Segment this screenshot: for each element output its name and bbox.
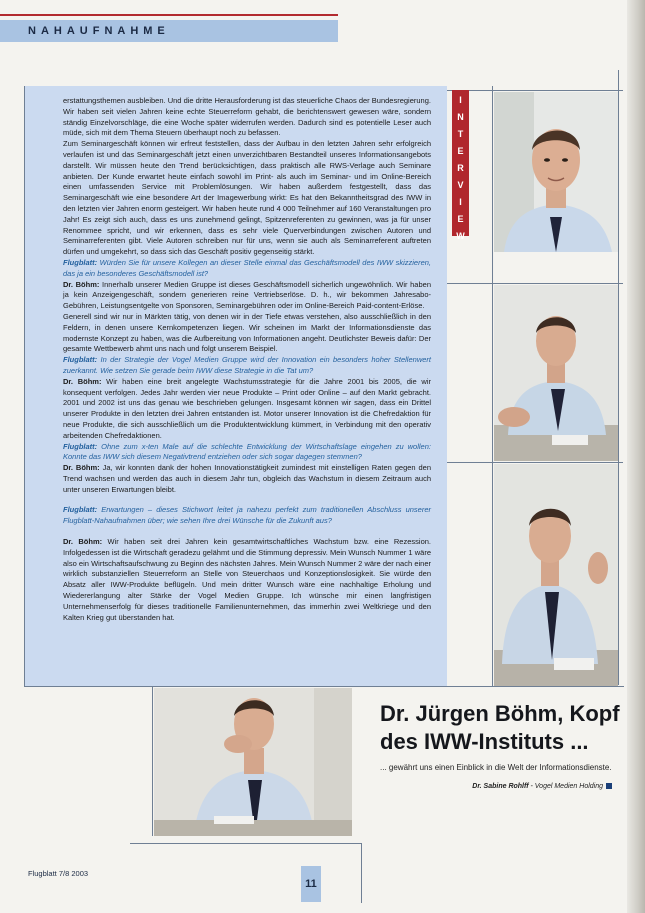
- paragraph-text: In der Strategie der Vogel Medien Gruppe wird der Innovation ein besonders hoher Stellenwert zuerkannt. Wie setzen Sie gerade beim IWW diese Strategie in die Tat um?: [63, 355, 431, 375]
- top-rule: [0, 14, 338, 16]
- interview-answer: [63, 377, 431, 442]
- headline: [380, 700, 620, 756]
- speaker-label: Dr. Böhm:: [63, 463, 100, 473]
- end-mark-icon: [606, 783, 612, 789]
- paragraph-text: Wir haben eine breit angelegte Wachstumsstrategie für die Jahre 2001 bis 2005, die wir konsequent verfolgen. Jedes Jahr werden vier neue Produkte – Print oder Online – auf den Markt gebracht. 2001 und 2002 ist uns das genau wie beschrieben gelungen. Insgesamt können wir sagen, dass ein Drittel unserer Produkte in den letzten drei Jahren entstanden ist. Motor unserer Innovation ist die Chefredaktion für neue Produkte, die sich ausschließlich um die Produktentwicklung kümmert, in Verbindung mit den operativ arbeitenden Chefredaktionen.: [63, 376, 431, 440]
- frame-line-photo-left: [492, 86, 493, 686]
- frame-line-bottom: [24, 686, 624, 687]
- interview-letter: T: [457, 129, 464, 139]
- interview-answer: [63, 139, 431, 258]
- frame-line-footer: [361, 843, 362, 903]
- speaker-label: Dr. Böhm:: [63, 376, 102, 386]
- interview-letter: I: [459, 95, 462, 105]
- frame-line-left: [24, 86, 25, 686]
- byline-affiliation: - Vogel Medien Holding: [528, 783, 603, 790]
- frame-line-photo2: [447, 462, 623, 463]
- interview-question: [63, 505, 431, 527]
- paragraph-text: Zum Seminargeschäft können wir erfreut feststellen, dass der Aufbau in den letzten Jahren sehr erfolgreich verlaufen ist und das Seminargeschäft jetzt einen unverzichtbaren Bestandteil unseres Informationsangebots darstellt. Wir müssen heute den Trend berücksichtigen, dass praktisch alle RWS-Verlage auch Seminare anbieten. Der Kunde erwartet heute einfach sowohl im Print- als auch im Seminar- und im Online-Bereich einen umfassenden Service mit Problemlösungen. Wir haben außerdem festgestellt, dass das Seminargeschäft wie eine besondere Art der Imagewerbung wirkt: Es hat den Bekanntheitsgrad des IWW in den letzten vier Jahren enorm gesteigert. Wir haben heute rund 4 000 Teilnehmer auf 160 Veranstaltungen pro Jahr! Es zeigt sich auch, dass es uns zunehmend gelingt, Spitzenreferenten zu gewinnen, was ja für unser Renommee spricht, und wir erkennen, dass es sehr viele Querverbindungen zwischen Autoren und Seminarreferenten gibt. Viele Autoren schreiben nur für uns, wenn sie auch als Seminarreferent auftreten dürfen und umgekehrt, so dass sich das Geschäft positiv gegenseitig stärkt.: [63, 139, 431, 257]
- portrait-photo-4: [154, 688, 352, 836]
- interview-letter: E: [457, 214, 464, 224]
- interview-letter: W: [456, 231, 465, 241]
- page-edge: [627, 0, 645, 913]
- interview-answer: [63, 280, 431, 312]
- paragraph-text: Wir haben seit drei Jahren kein gesamtwirtschaftliches Wachstum bzw. eine Rezession. Infolgedessen ist die Wirtschaft geradezu gelähmt und die Stimmung depressiv. Mein Wunsch Nummer 1 wäre also ein Wirtschaftsaufschwung zu Beginn des nächsten Jahres. Mein Wunsch Nummer 2 wäre der nach einer wirklich substanziellen Steuerreform an Stelle von Steuerchaos und Konzeptionslosigkeit. Sie würde den Absatz aller IWW-Produkte beflügeln. Und mein dritter Wunsch wäre eine nachhaltige Erholung und Wiedererlangung alter Stärke der Vogel Medien Gruppe. Ich wünsche mir einen langfristigen Unternehmenserfolg für dieses traditionelle Familienunternehmen, das immerhin zwei Weltkriege und den Kalten Krieg gut überstanden hat.: [63, 537, 431, 622]
- headline-line-1: Dr. Jürgen Böhm, Kopf: [380, 701, 620, 726]
- frame-line-photo1: [447, 283, 623, 284]
- portrait-photo-1: [494, 92, 618, 252]
- paragraph-text: Ja, wir konnten dank der hohen Innovationstätigkeit zumindest mit einstelligen Raten gegen den Trend wachsen und werden das auch in diesem Jahr tun, obgleich das Wachstum in diesem Zeitraum auch unter unseren Erwartungen bleibt.: [63, 463, 431, 494]
- interview-answer: [63, 312, 431, 355]
- frame-line-top: [447, 90, 623, 91]
- interview-letter: R: [457, 163, 464, 173]
- page-number: 11: [305, 878, 317, 890]
- frame-line-right-outer: [618, 70, 619, 685]
- interview-letter: V: [457, 180, 464, 190]
- headline-line-2: des IWW-Instituts ...: [380, 729, 589, 754]
- speaker-label: Flugblatt:: [63, 355, 98, 365]
- paragraph-text: Ohne zum x-ten Male auf die schlechte Entwicklung der Wirtschaftslage eingehen zu wollen: Konnte das IWW sich diesem Negativtrend entziehen oder sich sogar dagegen stemmen?: [63, 441, 431, 462]
- speaker-label: Flugblatt:: [63, 257, 98, 267]
- speaker-label: Dr. Böhm:: [63, 279, 100, 289]
- paragraph-text: Generell sind wir nur in Märkten tätig, von denen wir in der Tiefe etwas verstehen, also ausschließlich in den Feldern, in denen unsere Kernkompetenzen liegen. Wir scheinen im Markt der Informationsdienste das modernste Konzept zu haben, was die Aufbereitung von Informationen angeht. Deutlichster Beweis dafür: Der gesamte Wettbewerb ahmt uns nach und folgt unserem Beispiel.: [63, 311, 431, 354]
- byline-author: Dr. Sabine Rohlff: [472, 783, 529, 790]
- portrait-photo-3: [494, 464, 618, 686]
- speaker-label: Flugblatt:: [63, 505, 98, 515]
- paragraph-text: Erwartungen – dieses Stichwort leitet ja nahezu perfekt zum traditionellen Abschluss unserer Flugblatt-Nahaufnahmen über; wie sehen Ihre drei Wünsche für die Zukunft aus?: [63, 505, 431, 526]
- paragraph-text: Würden Sie für unsere Kollegen an dieser Stelle einmal das Geschäftsmodell des IWW skizzieren, das ja ein besonderes Geschäftsmodell ist?: [63, 257, 431, 278]
- frame-line-bottom-photo: [152, 686, 153, 836]
- interview-letter: N: [457, 112, 464, 122]
- paragraph-text: erstattungsthemen ausbleiben. Und die dritte Herausforderung ist das steuerliche Chaos der Bundesregierung. Wir haben seit vielen Jahren keine echte Steuerreform gehabt, die berichtenswert gewesen wäre, sondern ständig Einzelvorschläge, die eine Woche später widerrufen werden. Dadurch sind es potentielle Leser auch müde, sich mit dem Thema Steuern überhaupt noch zu befassen.: [63, 96, 431, 138]
- interview-band: [452, 90, 469, 241]
- footer-publication: Flugblatt 7/8 2003: [28, 869, 89, 878]
- article-body: [63, 96, 431, 623]
- subhead: ... gewährt uns einen Einblick in die Welt der Informationsdienste.: [380, 763, 612, 772]
- interview-question: [63, 258, 431, 280]
- section-label: NAHAUFNAHME: [28, 25, 170, 37]
- interview-question: [63, 355, 431, 377]
- portrait-photo-2: [494, 285, 618, 461]
- speaker-label: Flugblatt:: [63, 441, 98, 451]
- interview-answer: [63, 463, 431, 495]
- speaker-label: Dr. Böhm:: [63, 537, 103, 547]
- frame-line-footer-h: [130, 843, 362, 844]
- interview-answer: [63, 537, 431, 623]
- interview-letter: E: [457, 146, 464, 156]
- byline: [392, 783, 612, 790]
- interview-answer: [63, 96, 431, 139]
- interview-letter: I: [459, 197, 462, 207]
- interview-question: [63, 442, 431, 464]
- paragraph-text: Innerhalb unserer Medien Gruppe ist dieses Geschäftsmodell sicherlich ungewöhnlich. Wir haben ja kein Anzeigengeschäft, sondern generieren reine Vertriebserlöse. D. h., wir bekommen Jahresabo-Gebühren, Leistungsentgelte von Sponsoren, Seminargebühren oder im Online-Bereich Paid-content-Erlöse.: [63, 279, 431, 311]
